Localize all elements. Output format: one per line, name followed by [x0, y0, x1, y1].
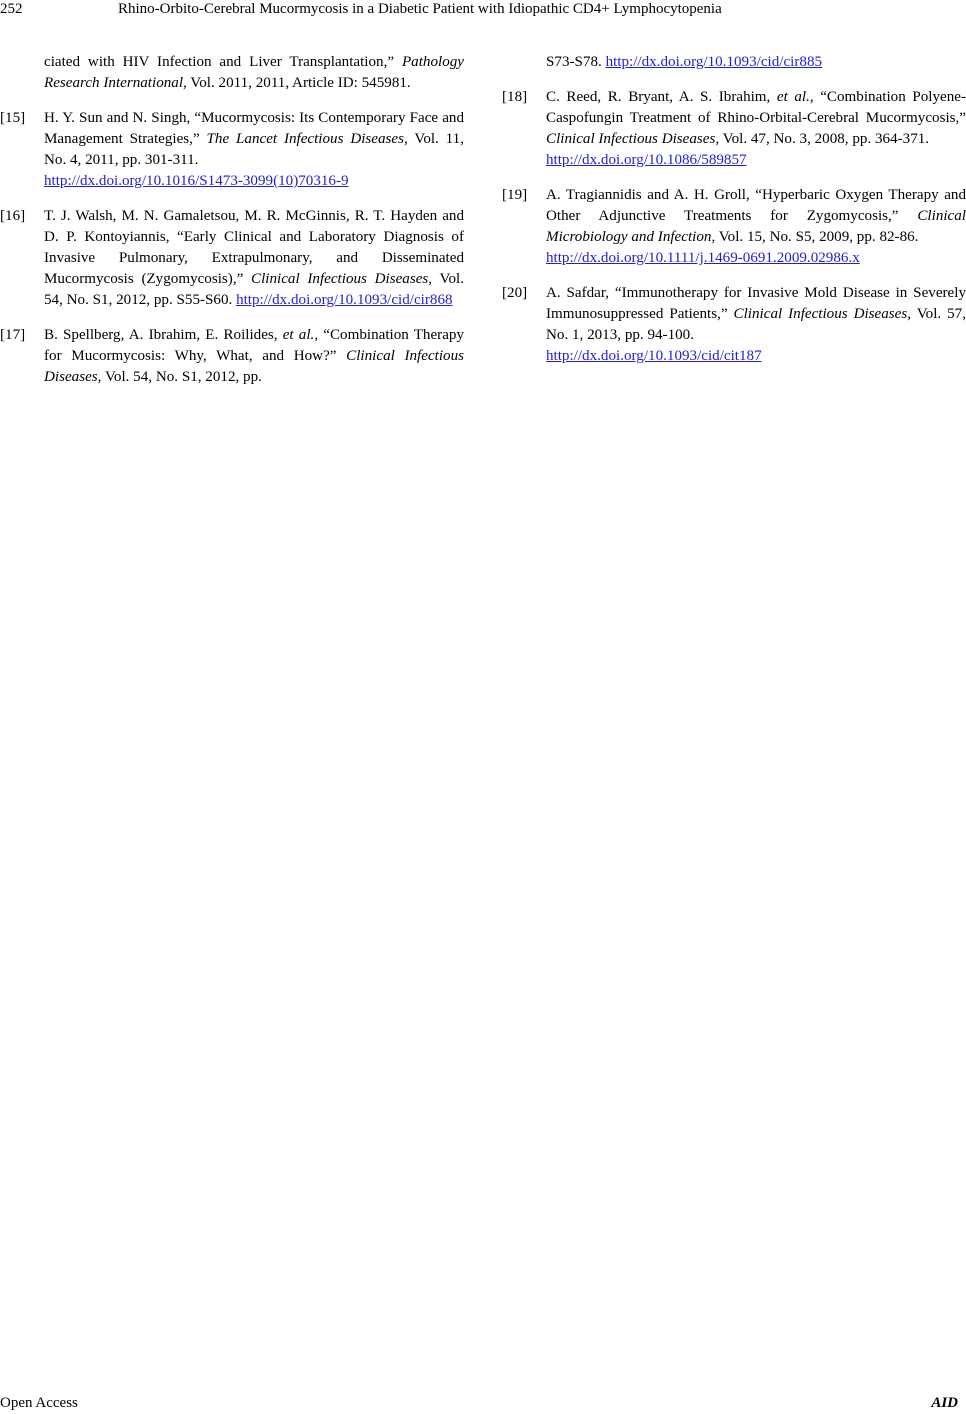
reference-text: H. Y. Sun and N. Singh, “Mucormycosis: Its Contemporary Face and Management Strategies,”: [44, 110, 464, 147]
journal-title: Clinical Infectious Diseases: [546, 131, 716, 147]
journal-title: Clinical Infectious Diseases: [733, 306, 908, 322]
reference-number: [19]: [502, 187, 528, 203]
journal-title: Clinical Microbiology and Infection: [546, 208, 966, 245]
et-al: et al.: [776, 89, 810, 105]
reference-details: , Vol. 2011, 2011, Article ID: 545981.: [183, 75, 411, 91]
right-column: [502, 52, 966, 381]
reference-text: A. Tragiannidis and A. H. Groll, “Hyperbaric Oxygen Therapy and Other Adjunctive Treatments for Zygomycosis,”: [546, 187, 966, 224]
reference-authors: C. Reed, R. Bryant, A. S. Ibrahim,: [546, 89, 777, 105]
reference-number: [15]: [0, 110, 26, 126]
reference-body: [546, 185, 966, 269]
reference-details: , Vol. 57, No. 1, 2013, pp. 94-100.: [546, 306, 966, 343]
journal-title: Pathology Research International: [44, 54, 464, 91]
doi-link[interactable]: http://dx.doi.org/10.1016/S1473-3099(10)70316-9: [44, 173, 349, 189]
reference-details: S73-S78.: [546, 54, 606, 70]
reference-text: ciated with HIV Infection and Liver Transplantation,”: [44, 54, 402, 70]
reference-body: [44, 325, 464, 388]
reference-19: [502, 185, 966, 269]
reference-body: [44, 108, 464, 192]
reference-15: [0, 108, 464, 192]
page-header: [0, 0, 966, 22]
continued-reference-14: [0, 52, 464, 94]
running-title: Rhino-Orbito-Cerebral Mucormycosis in a Diabetic Patient with Idiopathic CD4+ Lymphocytopenia: [118, 1, 722, 17]
doi-link[interactable]: http://dx.doi.org/10.1086/589857: [546, 152, 747, 168]
reference-body: [44, 206, 464, 311]
journal-title: Clinical Infectious Diseases: [251, 271, 429, 287]
reference-number: [18]: [502, 89, 528, 105]
reference-details: , Vol. 54, No. S1, 2012, pp.: [97, 369, 262, 385]
journal-title: The Lancet Infectious Diseases: [206, 131, 404, 147]
reference-details: , Vol. 54, No. S1, 2012, pp. S55-S60.: [44, 271, 464, 308]
reference-number: [16]: [0, 208, 26, 224]
reference-18: [502, 87, 966, 171]
reference-text: A. Safdar, “Immunotherapy for Invasive Mold Disease in Severely Immunosuppressed Patients,”: [546, 285, 966, 322]
doi-link[interactable]: http://dx.doi.org/10.1111/j.1469-0691.2009.02986.x: [546, 250, 860, 266]
et-al: et al.: [282, 327, 315, 343]
reference-20: [502, 283, 966, 367]
reference-number: [17]: [0, 327, 26, 343]
reference-16: [0, 206, 464, 311]
reference-details: , Vol. 15, No. S5, 2009, pp. 82-86.: [711, 229, 919, 245]
reference-details: , Vol. 47, No. 3, 2008, pp. 364-371.: [715, 131, 930, 147]
footer-journal-abbreviation: AID: [931, 1395, 958, 1411]
page-footer: [0, 1394, 966, 1414]
reference-text: T. J. Walsh, M. N. Gamaletsou, M. R. McGinnis, R. T. Hayden and D. P. Kontoyiannis, “Early Clinical and Laboratory Diagnosis of Invasive Pulmonary, Extrapulmonary, and Disseminated Mucormycosis (Zygomycosis),”: [44, 208, 464, 287]
doi-link[interactable]: http://dx.doi.org/10.1093/cid/cir885: [605, 54, 823, 70]
footer-open-access: Open Access: [0, 1395, 78, 1411]
reference-17: [0, 325, 464, 388]
reference-body: [546, 87, 966, 171]
journal-title: Clinical Infectious Diseases: [44, 348, 465, 385]
reference-text: , “Combination Polyene-Caspofungin Treatment of Rhino-Orbital-Cerebral Mucormycosis,”: [546, 89, 966, 126]
reference-details: , Vol. 11, No. 4, 2011, pp. 301-311.: [44, 131, 464, 168]
reference-text: , “Combination Therapy for Mucormycosis: Why, What, and How?”: [44, 327, 464, 364]
doi-link[interactable]: http://dx.doi.org/10.1093/cid/cir868: [236, 292, 453, 308]
page-number: 252: [0, 1, 23, 17]
reference-number: [20]: [502, 285, 528, 301]
reference-body: [546, 283, 966, 367]
continued-reference-17: [502, 52, 966, 73]
reference-authors: B. Spellberg, A. Ibrahim, E. Roilides,: [44, 327, 283, 343]
left-column: [0, 52, 464, 402]
doi-link[interactable]: http://dx.doi.org/10.1093/cid/cit187: [546, 348, 762, 364]
